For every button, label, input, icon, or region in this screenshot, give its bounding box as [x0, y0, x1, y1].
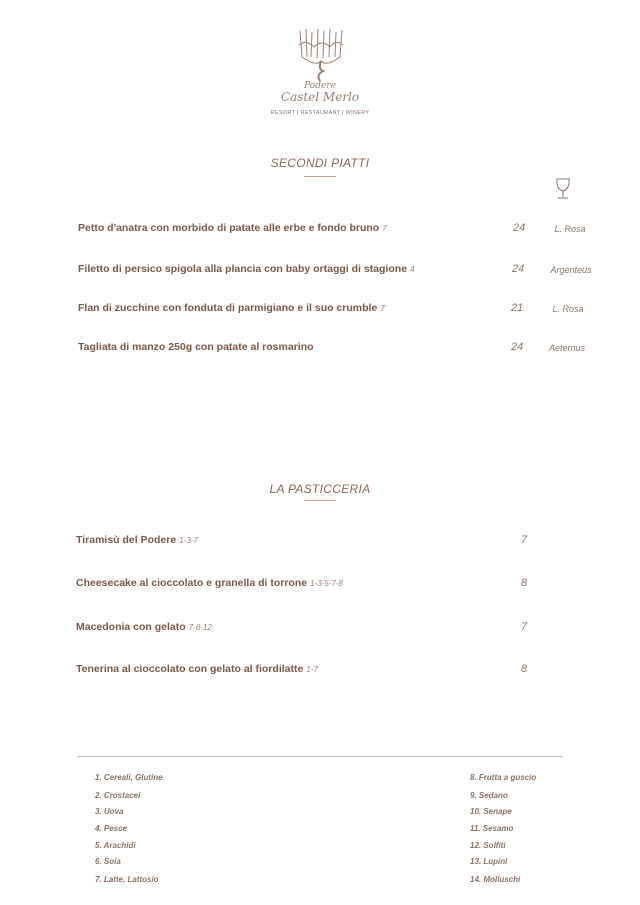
- dish-allergens: 7: [382, 224, 387, 233]
- logo-tagline: RESORT | RESTAURANT | WINERY: [270, 110, 370, 116]
- legend-item: 3. Uova: [95, 807, 124, 816]
- divider: [304, 500, 336, 501]
- legend-item: 5. Arachidi: [95, 841, 136, 850]
- divider: [304, 176, 336, 177]
- section-title-secondi: SECONDI PIATTI: [270, 156, 370, 170]
- dish-allergens: 4: [410, 265, 415, 274]
- wine-pairing: L. Rosa: [554, 224, 586, 234]
- wine-pairing: Argenteus: [550, 265, 592, 275]
- dish-item: [78, 222, 387, 234]
- logo-line2: Castel Merlo: [280, 90, 360, 104]
- legend-item: 4. Pesce: [95, 824, 128, 833]
- dessert-price: 7: [521, 621, 528, 633]
- dish-price: 24: [512, 263, 525, 275]
- dessert-name: Macedonia con gelato: [76, 621, 186, 633]
- logo-line1: Podere: [304, 81, 336, 91]
- dish-name: Flan di zucchine con fonduta di parmigiano e il suo crumble: [78, 302, 378, 314]
- legend-item: 12. Solfiti: [470, 841, 506, 850]
- legend-item: 8. Frutta a guscio: [470, 773, 537, 782]
- dessert-name: Cheesecake al cioccolato e granella di torrone: [76, 577, 308, 589]
- legend-item: 11. Sesamo: [470, 824, 514, 833]
- dessert-item: [76, 621, 212, 633]
- wine-glass-icon: [555, 178, 571, 200]
- legend-item: 10. Senape: [470, 807, 512, 816]
- dessert-item: [76, 577, 343, 589]
- dish-name: Tagliata di manzo 250g con patate al rosmarino: [78, 341, 314, 353]
- dessert-allergens: 7-8-12: [188, 623, 212, 632]
- legend-item: 9. Sedano: [470, 791, 508, 800]
- dish-price: 24: [513, 222, 526, 234]
- dish-name: Filetto di persico spigola alla plancia con baby ortaggi di stagione: [78, 263, 408, 275]
- dish-price: 21: [511, 302, 524, 314]
- legend-item: 2. Crostacei: [95, 791, 141, 800]
- dessert-price: 7: [521, 534, 528, 546]
- section-title-pasticceria: LA PASTICCERIA: [269, 482, 371, 496]
- legend-item: 1. Cereali, Glutine: [95, 773, 163, 782]
- dish-price: 24: [511, 341, 524, 353]
- dessert-item: [76, 663, 318, 675]
- dessert-allergens: 1-3-5-7-8: [310, 579, 343, 588]
- dessert-allergens: 1-3-7: [179, 536, 198, 545]
- dessert-name: Tiramisù del Podere: [76, 534, 177, 546]
- wine-pairing: Aeternus: [548, 343, 586, 353]
- dish-item: [78, 302, 385, 314]
- dish-name: Petto d'anatra con morbido di patate alle erbe e fondo bruno: [78, 222, 380, 234]
- wine-pairing: L. Rosa: [552, 304, 584, 314]
- legend-item: 6. Soia: [95, 857, 121, 866]
- dish-allergens: 7: [380, 304, 385, 313]
- dish-item: [78, 341, 314, 353]
- dessert-price: 8: [521, 577, 528, 589]
- dessert-price: 8: [521, 663, 528, 675]
- dessert-allergens: 1-7: [306, 665, 318, 674]
- dessert-name: Tenerina al cioccolato con gelato al fiordilatte: [76, 663, 304, 675]
- legend-item: 14. Molluschi: [470, 875, 521, 884]
- dish-item: [78, 263, 415, 275]
- legend-item: 7. Latte, Lattosio: [95, 875, 159, 884]
- vine-tree-logo-icon: [296, 27, 346, 82]
- legend-item: 13. Lupini: [470, 857, 508, 866]
- legend-divider: [77, 756, 563, 757]
- dessert-item: [76, 534, 198, 546]
